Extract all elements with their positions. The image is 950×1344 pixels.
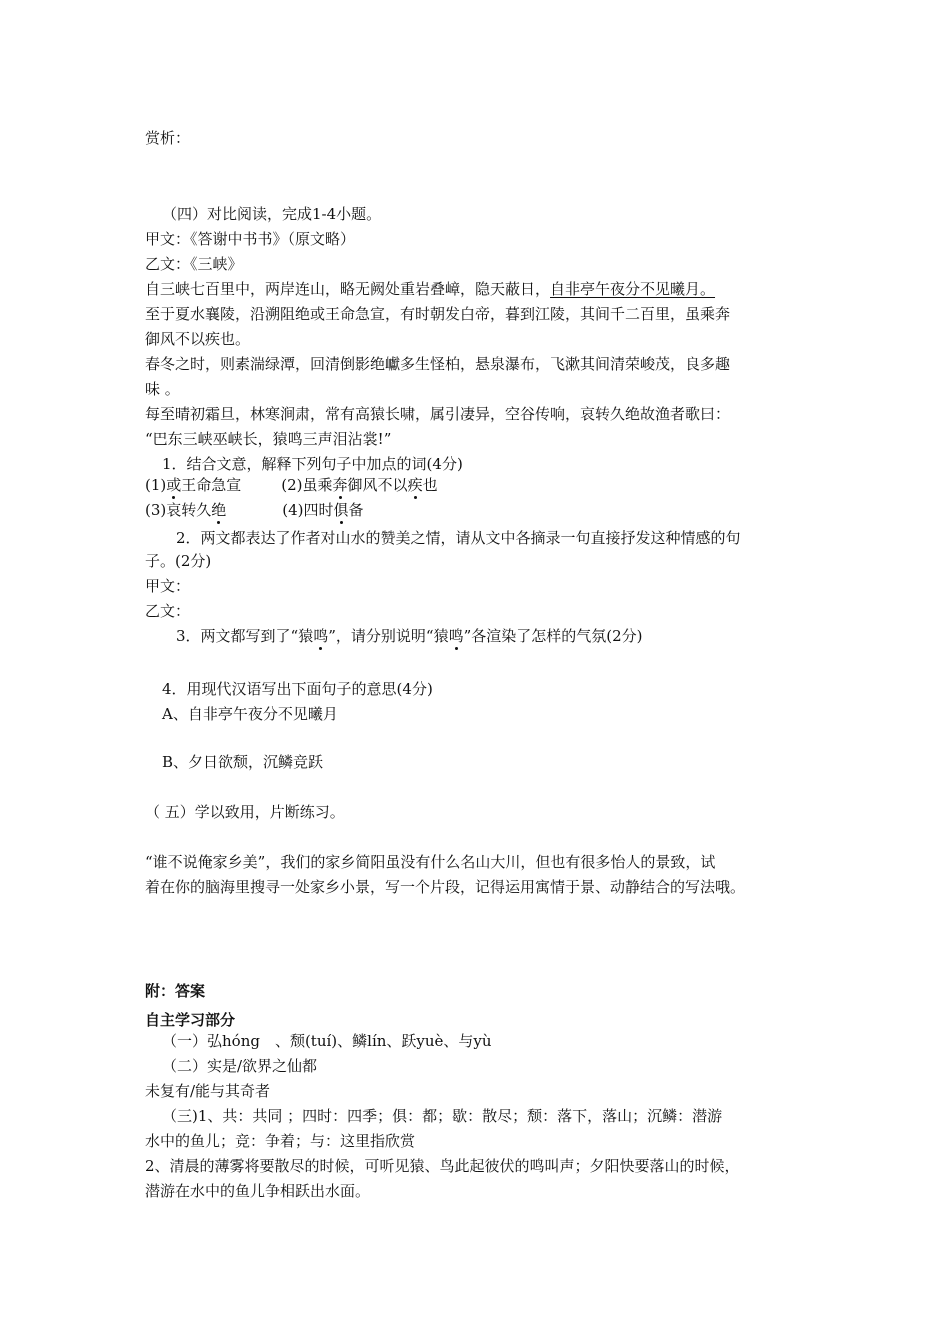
question-3: 3．两文都写到了“猿鸣”，请分别说明“猿鸣”各渲染了怎样的气氛(2分) bbox=[176, 627, 643, 645]
question-1: 1．结合文意，解释下列句子中加点的词(4分) bbox=[162, 455, 463, 473]
question-2-text-a: 甲文： bbox=[145, 577, 191, 595]
q1-item-4: (4)四时俱备 bbox=[282, 501, 364, 519]
passage-line-4: 春冬之时，则素湍绿潭，回清倒影绝巘多生怪柏，悬泉瀑布，飞漱其间清荣峻茂，良多趣 bbox=[145, 355, 731, 373]
q1-item-3: (3)哀转久绝 bbox=[145, 501, 227, 519]
text-b-label: 乙文：《三峡》 bbox=[145, 255, 243, 273]
answer-2: （二）实是/欲界之仙都 bbox=[162, 1057, 318, 1075]
answer-4-cont: 潜游在水中的鱼儿争相跃出水面。 bbox=[145, 1182, 371, 1200]
question-1-items-row-1 bbox=[145, 475, 438, 495]
question-4-b: B、夕日欲颓，沉鳞竞跃 bbox=[162, 753, 324, 771]
underlined-sentence: 自非亭午夜分不见曦月。 bbox=[550, 280, 716, 298]
q1-item-1: (1)或王命急宣 bbox=[145, 476, 242, 494]
answer-3-cont: 水中的鱼儿；竞：争着；与：这里指欣赏 bbox=[145, 1132, 416, 1150]
question-2-cont: 子。(2分) bbox=[145, 552, 212, 570]
question-4-a: A、自非亭午夜分不见曦月 bbox=[162, 705, 338, 723]
q1-item-2: (2)虽乘奔御风不以疾也 bbox=[281, 476, 438, 494]
passage-line-5: 味 。 bbox=[145, 380, 180, 398]
text-a-label: 甲文：《答谢中书书》（原文略） bbox=[145, 230, 356, 248]
passage-text: 自三峡七百里中，两岸连山，略无阙处重岩叠嶂，隐天蔽日， bbox=[145, 280, 551, 298]
answer-2-cont: 未复有/能与其奇者 bbox=[145, 1082, 271, 1100]
answer-4: 2、清晨的薄雾将要散尽的时候，可听见猿、鸟此起彼伏的鸣叫声；夕阳快要落山的时候， bbox=[145, 1157, 740, 1175]
passage-line-6: 每至晴初霜旦，林寒涧肃，常有高猿长啸，属引凄异，空谷传响，哀转久绝故渔者歌曰： bbox=[145, 405, 731, 423]
question-1-items-row-2 bbox=[145, 500, 364, 520]
question-2-text-b: 乙文： bbox=[145, 602, 191, 620]
appreciation-label: 赏析： bbox=[145, 129, 191, 147]
answers-title: 附：答案 bbox=[145, 982, 206, 1000]
passage-line-7: “巴东三峡巫峡长，猿鸣三声泪沾裳!” bbox=[145, 430, 392, 448]
section-5-prompt-2: 着在你的脑海里搜寻一处家乡小景，写一个片段，记得运用寓情于景、动静结合的写法哦。 bbox=[145, 878, 746, 896]
section-5-prompt-1: “谁不说俺家乡美”，我们的家乡简阳虽没有什么名山大川，但也有很多怡人的景致，试 bbox=[145, 853, 716, 871]
passage-line-3: 御风不以疾也。 bbox=[145, 330, 251, 348]
passage-line-2: 至于夏水襄陵，沿溯阻绝或王命急宣，有时朝发白帝，暮到江陵，其间千二百里，虽乘奔 bbox=[145, 305, 731, 323]
section-4-title: （四）对比阅读，完成1-4小题。 bbox=[162, 205, 382, 223]
question-4: 4．用现代汉语写出下面句子的意思(4分) bbox=[162, 680, 433, 698]
answers-subtitle: 自主学习部分 bbox=[145, 1011, 236, 1029]
answer-1: （一）弘hóng 、颓(tuí)、鳞lín、跃yuè、与yù bbox=[162, 1032, 492, 1050]
answer-3: （三)1、共：共同 ；四时：四季；俱：都；歇：散尽；颓：落下，落山；沉鳞：潜游 bbox=[162, 1107, 723, 1125]
passage-line-1 bbox=[145, 279, 715, 299]
question-2: 2．两文都表达了作者对山水的赞美之情，请从文中各摘录一句直接抒发这种情感的句 bbox=[176, 529, 741, 547]
section-5-title: （ 五）学以致用，片断练习。 bbox=[145, 803, 345, 821]
